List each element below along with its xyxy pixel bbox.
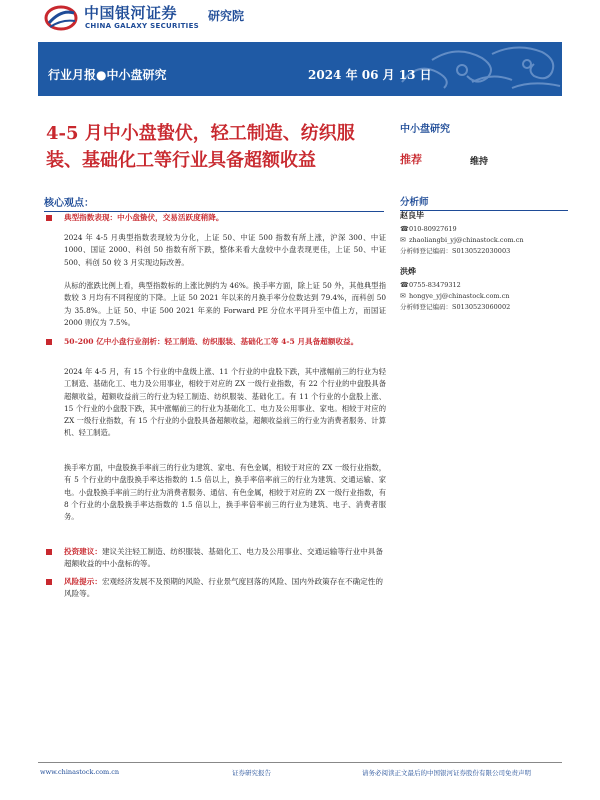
report-banner <box>38 42 562 96</box>
rating-row <box>400 151 570 167</box>
bullet-square-icon <box>46 549 52 555</box>
analyst-phone: ☎010-80927619 <box>400 225 457 233</box>
rating-panel <box>400 120 570 167</box>
bullet-risk-warning <box>46 576 386 600</box>
logo-text-cn: 中国银河证券 <box>84 4 178 22</box>
institute-label: 研究院 <box>208 9 245 23</box>
paragraph: 2024 年 4-5 月典型指数表现较为分化，上证 50、中证 500 指数有所上涨，沪深 300、中证 1000、国证 2000、科创 50 指数有所下跌，整体来看大盘较中小盘表现更佳，上证 50、中证 500、科创 50 较 3 月实现边际改善。 <box>64 233 386 267</box>
email-icon: ✉ <box>400 292 406 300</box>
analyst-email[interactable]: ✉ hongye_yj@chinastock.com.cn <box>400 292 510 300</box>
bullet-heading: 风险提示： <box>64 577 102 586</box>
bullet-square-icon <box>46 339 52 345</box>
bullet-heading: 典型指数表现：中小盘蛰伏，交易活跃度稍降。 <box>64 213 224 222</box>
footer-center: 证券研究报告 <box>232 769 271 777</box>
bullet-body: 建议关注轻工制造、纺织服装、基础化工、电力及公用事业、交通运输等行业中具备超额收益的中小盘标的等。 <box>64 547 383 568</box>
bullet-square-icon <box>46 215 52 221</box>
report-type: 行业月报●中小盘研究 <box>48 68 167 82</box>
galaxy-logo-icon <box>44 5 78 31</box>
paragraph: 2024 年 4-5 月，有 15 个行业的中盘级上涨、11 个行业的中盘股下跌，其中涨幅前三的行业为轻工制造、基础化工、电力及公用事业，相较于对应的 ZX 一级行业指数，有 22 个行业的中盘股具备超额收益，超额收益前三的行业为轻工制造、纺织服装、基础化工。有 11 个行业的小盘股上涨、15 个行业的小盘股下跌，其中涨幅前三的行业为基础化工、电力及公用事业、家电。相较于对应的 ZX 一级行业指数，有 15 个行业的小盘股具备超额收益，超额收益前三的行业为消费者服务、计算机、轻工制造。 <box>64 367 386 438</box>
analyst-email[interactable]: ✉ zhaoliangbi_yj@chinastock.com.cn <box>400 236 524 244</box>
footer-disclaimer: 请务必阅读正文最后的中国银河证券股份有限公司免责声明 <box>362 769 531 777</box>
report-title: 4-5 月中小盘蛰伏，轻工制造、纺织服装、基础化工等行业具备超额收益 <box>46 123 355 171</box>
paragraph: 换手率方面，中盘股换手率前三的行业为建筑、家电、有色金属，相较于对应的 ZX 一级行业指数，有 5 个行业的中盘股换手率达指数的 1.5 倍以上，换手率倍率前三的行业为建筑、交通运输、家电。小盘股换手率前三的行业为消费者服务、通信、有色金属，相较于对应的 ZX 一级行业指数，有 8 个行业的小盘股换手率达指数的 1.5 倍以上，换手率倍率前三的行业为建筑、电子、消费者服务。 <box>64 463 386 522</box>
rating-label: 推荐 <box>400 153 422 166</box>
analyst-reg-code: 分析师登记编码：S0130523060002 <box>400 303 511 311</box>
bullet-industry-analysis <box>46 336 386 348</box>
email-icon: ✉ <box>400 236 406 244</box>
report-date: 2024 年 06 月 13 日 <box>308 68 432 82</box>
paragraph: 从标的涨跌比例上看，典型指数标的上涨比例约为 46%。换手率方面，除上证 50 外，其他典型指数较 3 月均有不同程度的下降。上证 50 2021 年以来的月换手率分位数达到 79.4%，而科创 50 为 35.8%。上证 50、中证 500 2021 年来的 Forward PE 分位水平同升至中值上方，而国证 2000 则仅为 7.5%。 <box>64 281 386 327</box>
rating-value: 维持 <box>470 157 489 167</box>
analyst-card <box>400 210 568 257</box>
analyst-name: 洪烨 <box>400 266 416 276</box>
phone-icon: ☎ <box>400 281 409 289</box>
bullet-heading: 投资建议： <box>64 547 102 556</box>
footer-url[interactable]: www.chinastock.com.cn <box>40 768 120 776</box>
analyst-phone: ☎0755-83479312 <box>400 281 461 289</box>
analyst-card <box>400 266 568 313</box>
phone-icon: ☎ <box>400 225 409 233</box>
footer-divider <box>38 762 562 763</box>
analyst-name: 赵良毕 <box>400 210 424 220</box>
series-label: 中小盘研究 <box>400 124 450 135</box>
bullet-index-performance <box>46 212 386 224</box>
bullet-body: 宏观经济发展不及预期的风险、行业景气度回落的风险、国内外政策存在不确定性的风险等。 <box>64 577 383 598</box>
bullet-square-icon <box>46 579 52 585</box>
page-header <box>0 0 600 36</box>
core-views-heading: 核心观点： <box>44 194 384 212</box>
bullet-investment-advice <box>46 546 386 570</box>
logo-text-en: CHINA GALAXY SECURITIES <box>85 22 199 30</box>
analyst-header: 分析师 <box>400 194 568 211</box>
analyst-reg-code: 分析师登记编码：S0130522030003 <box>400 247 511 255</box>
bullet-heading: 50-200 亿中小盘行业剖析：轻工制造、纺织服装、基础化工等 4-5 月具备超额收益。 <box>64 337 359 346</box>
